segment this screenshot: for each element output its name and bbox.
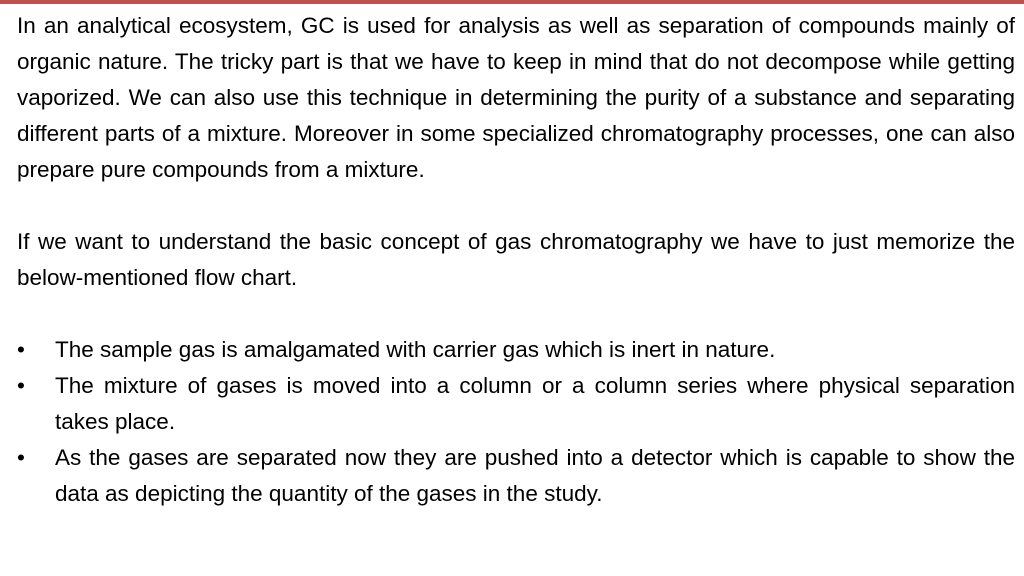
flow-chart-paragraph: If we want to understand the basic concept of gas chromatography we have to just memorize the below-mentioned flow chart. [17,229,1015,290]
bullet-list [17,332,1015,512]
bullet-text: The sample gas is amalgamated with carrier gas which is inert in nature. [55,337,776,362]
paragraph-gap [17,296,1015,332]
bullet-text: As the gases are separated now they are pushed into a detector which is capable to show the data as depicting the quantity of the gases in the study. [55,445,1015,506]
list-item [17,332,1015,368]
top-accent-bar [0,0,1024,4]
paragraph-gap [17,188,1015,224]
slide-body [17,8,1015,512]
intro-paragraph: In an analytical ecosystem, GC is used for analysis as well as separation of compounds mainly of organic nature. The tricky part is that we have to keep in mind that do not decompose while getting vaporized. We can also use this technique in determining the purity of a substance and separating different parts of a mixture. Moreover in some specialized chromatography processes, one can also prepare pure compounds from a mixture. [17,13,1015,182]
bullet-dot-icon: • [17,373,25,398]
bullet-text: The mixture of gases is moved into a column or a column series where physical separation takes place. [55,373,1015,434]
bullet-dot-icon: • [17,445,25,470]
bullet-dot-icon: • [17,337,25,362]
list-item [17,440,1015,512]
list-item [17,368,1015,440]
